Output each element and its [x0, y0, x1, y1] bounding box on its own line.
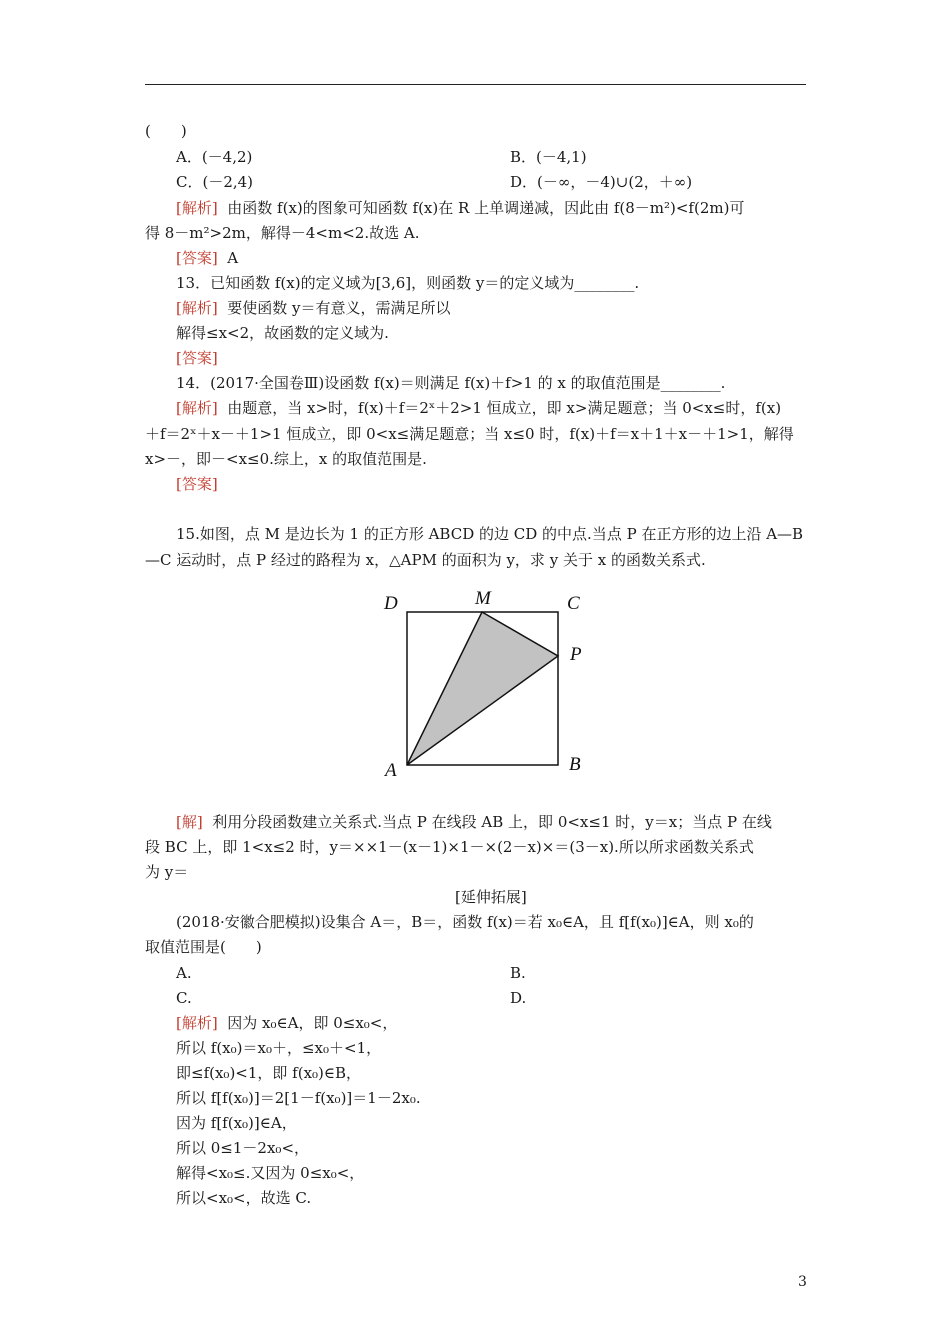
q14-analysis-tag: [解析]: [176, 399, 218, 417]
extension-option-a: A.: [176, 964, 192, 982]
extension-line: 所以 f[f(x₀)]＝2[1－f(x₀)]＝1－2x₀.: [176, 1089, 421, 1107]
extension-option-c: C.: [176, 989, 192, 1007]
extension-title: [延伸拓展]: [455, 888, 527, 906]
label-m: M: [475, 588, 491, 609]
q13-stem: 13．已知函数 f(x)的定义域为[3,6]，则函数 y＝的定义域为________.: [176, 274, 640, 292]
square-diagram: [370, 586, 600, 786]
q12-answer: A: [227, 249, 239, 267]
q13-analysis-tag: [解析]: [176, 299, 218, 317]
q14-analysis-line3: x>－，即－<x≤0.综上，x 的取值范围是.: [145, 450, 427, 468]
q14-answer-tag: [答案]: [176, 475, 218, 493]
q12-analysis-text: 由函数 f(x)的图象可知函数 f(x)在 R 上单调递减，因此由 f(8－m²)<f(2m)可: [227, 199, 745, 217]
q14-analysis-line2: ＋f＝2ˣ＋x－＋1>1 恒成立，即 0<x≤满足题意；当 x≤0 时，f(x)＋f＝x＋1＋x－＋1>1，解得: [145, 425, 794, 443]
q13-analysis-line2: 解得≤x<2，故函数的定义域为.: [176, 324, 389, 342]
q14-stem: 14．(2017·全国卷Ⅲ)设函数 f(x)＝则满足 f(x)＋f>1 的 x 的取值范围是________.: [176, 374, 726, 392]
label-d: D: [384, 593, 398, 614]
label-p: P: [570, 644, 582, 665]
extension-stem-line1: (2018·安徽合肥模拟)设集合 A＝，B＝，函数 f(x)＝若 x₀∈A，且 f[f(x₀)]∈A，则 x₀的: [176, 913, 754, 931]
q15-solution-line2: 段 BC 上，即 1<x≤2 时，y＝××1－(x－1)×1－×(2－x)×＝(3－x).所以所求函数关系式: [145, 838, 754, 856]
q12-option-b: B．(－4,1): [510, 148, 587, 166]
extension-analysis-line1: [176, 1012, 397, 1034]
extension-option-b: B.: [510, 964, 526, 982]
q12-answer-tag: [答案]: [176, 249, 218, 267]
q12-analysis-line1: [176, 197, 744, 219]
label-a: A: [385, 760, 397, 781]
q12-answer-line: [176, 247, 238, 269]
q15-stem-line2: —C 运动时，点 P 经过的路程为 x，△APM 的面积为 y，求 y 关于 x 的函数关系式.: [145, 551, 706, 569]
q15-solution-text: 利用分段函数建立关系式.当点 P 在线段 AB 上，即 0<x≤1 时，y＝x；当点 P 在线: [212, 813, 772, 831]
extension-line: 所以<x₀<，故选 C.: [176, 1189, 312, 1207]
q15-stem-line1: 15.如图，点 M 是边长为 1 的正方形 ABCD 的边 CD 的中点.当点 P 在正方形的边上沿 A—B: [176, 525, 804, 543]
extension-stem-line2: 取值范围是( ): [145, 938, 262, 956]
q12-analysis-line2: 得 8－m²>2m，解得－4<m<2.故选 A.: [145, 224, 420, 242]
label-b: B: [569, 754, 581, 775]
triangle-apm: [407, 612, 558, 765]
q14-analysis-line1: [176, 397, 781, 419]
extension-line: 所以 0≤1－2x₀<，: [176, 1139, 310, 1157]
q13-analysis-text: 要使函数 y＝有意义，需满足所以: [227, 299, 451, 317]
q15-solution-line1: [176, 811, 772, 833]
q12-option-c: C．(－2,4): [176, 173, 254, 191]
q13-analysis-line1: [176, 297, 451, 319]
q15-solution-line3: 为 y＝: [145, 863, 189, 881]
extension-option-d: D.: [510, 989, 527, 1007]
header-rule: [145, 84, 806, 85]
label-c: C: [567, 593, 580, 614]
q13-answer-tag: [答案]: [176, 349, 218, 367]
q12-stem-end: ( ): [145, 122, 187, 140]
q12-option-d: D．(－∞，－4)∪(2，＋∞): [510, 173, 693, 191]
extension-line: 即≤f(x₀)<1，即 f(x₀)∈B，: [176, 1064, 362, 1082]
extension-line: 解得<x₀≤.又因为 0≤x₀<，: [176, 1164, 365, 1182]
q14-analysis-text: 由题意，当 x>时，f(x)＋f＝2ˣ＋2>1 恒成立，即 x>满足题意；当 0<x≤时，f(x): [227, 399, 782, 417]
page-number: 3: [798, 1274, 807, 1290]
q12-analysis-tag: [解析]: [176, 199, 218, 217]
q15-solution-tag: [解]: [176, 813, 203, 831]
extension-analysis-tag: [解析]: [176, 1014, 218, 1032]
extension-line: 因为 f[f(x₀)]∈A，: [176, 1114, 297, 1132]
extension-analysis-text: 因为 x₀∈A，即 0≤x₀<，: [227, 1014, 398, 1032]
extension-line: 所以 f(x₀)＝x₀＋，≤x₀＋<1，: [176, 1039, 382, 1057]
q12-option-a: A．(－4,2): [176, 148, 253, 166]
